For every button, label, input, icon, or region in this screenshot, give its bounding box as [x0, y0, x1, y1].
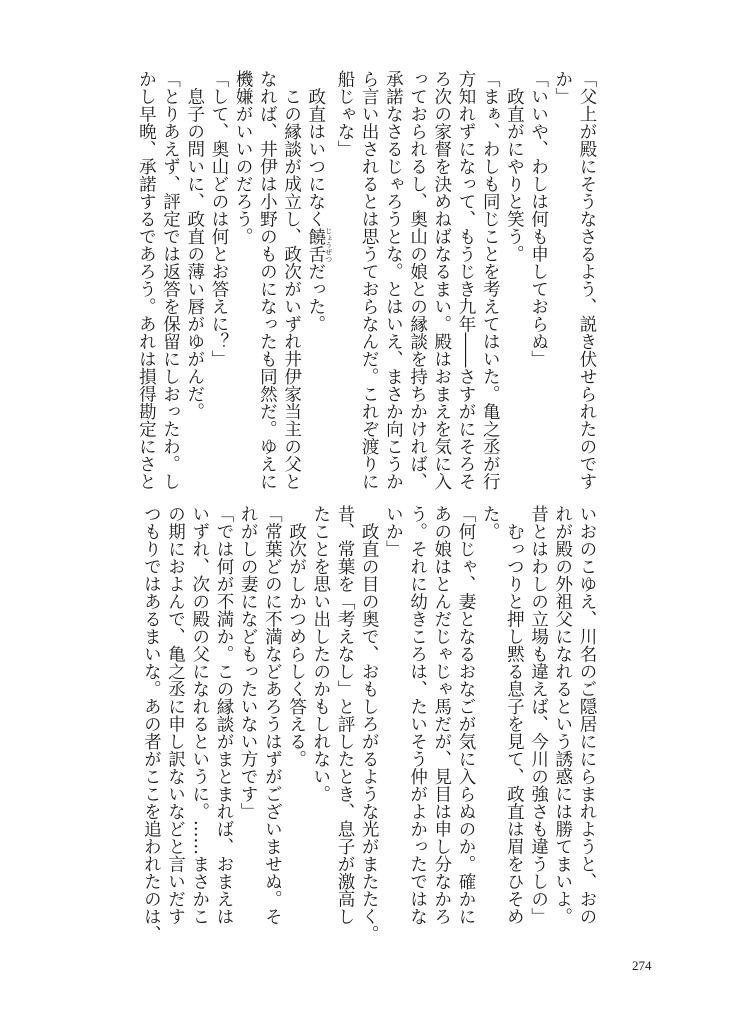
text-line: つもりではあるまいな。あの者がここを追われたのは、 — [141, 505, 162, 943]
text-line: ら言い出されるとは思うておらなんだ。これぞ渡りに — [359, 70, 380, 490]
text-line: れがしの妻になどもったいない方です」 — [238, 505, 259, 820]
text-line: いか」 — [383, 505, 404, 558]
text-line: 船じゃな」 — [334, 70, 355, 158]
text-line: れが殿の外祖父になれるという誘惑には勝てまいよ。 — [552, 505, 573, 925]
text-line: っておられるし、奥山の娘との縁談を持ちかければ、 — [407, 70, 428, 490]
text-line: あの娘はとんだじゃじゃ馬だが、見目は申し分なかろ — [431, 505, 452, 925]
text-line: 機嫌がいいのだろう。 — [233, 70, 254, 245]
text-line: 「父上が殿にそうなさるよう、説き伏せられたのです — [577, 70, 597, 490]
text-segment: 政直はいつになく — [305, 70, 326, 228]
text-line: この縁談が成立し、政次がいずれ井伊家当主の父と — [281, 70, 302, 490]
ruby-word — [305, 227, 333, 263]
text-line: 息子の問いに、政直の薄い唇がゆがんだ。 — [184, 70, 205, 420]
text-line: 「まぁ、わしも同じことを考えてはいた。亀之丞が行 — [480, 70, 501, 490]
text-block-top — [134, 70, 599, 490]
ruby-base: 饒舌 — [305, 227, 326, 263]
text-line: むっつりと押し黙る息子を見て、政直は眉をひそめ — [504, 505, 525, 925]
text-line: 昔、常葉を「考えなし」と評したとき、息子が激高し — [334, 505, 355, 925]
text-line: 政直がにやりと笑う。 — [504, 70, 525, 263]
text-line: 政次がしかつめらしく答える。 — [286, 505, 307, 768]
text-line: 承諾なさるじゃろうとな。とはいえ、まさか向こうか — [383, 70, 404, 490]
text-line: の期におよんで、亀之丞に申し訳ないなどと言いだす — [165, 505, 186, 925]
text-line: かし早晩、承諾するであろう。あれは損得勘定にさと — [136, 70, 157, 490]
text-line: 「常葉どのに不満などあろうはずがございませぬ。そ — [262, 505, 283, 925]
text-line: いおのこゆえ、川名のご隠居ににらまれようと、おの — [577, 505, 597, 925]
text-line: 政直の目の奥で、おもしろがるような光がまたたく。 — [359, 505, 380, 943]
ruby-reading: じょうぜつ — [324, 227, 333, 263]
text-line: 方知れずになって、もうじき九年――さすがにそろそ — [455, 70, 476, 490]
text-line: なれば、井伊は小野のものになったも同然だ。ゆえに — [257, 70, 278, 490]
text-segment: だった。 — [305, 262, 326, 333]
text-line: 「では何が不満か。この縁談がまとまれば、おまえは — [213, 505, 234, 925]
text-line: たことを思い出したのかもしれない。 — [310, 505, 331, 803]
text-line: 「いいや、わしは何も申しておらぬ」 — [528, 70, 549, 368]
text-line: た。 — [480, 505, 501, 540]
text-line-with-ruby — [304, 70, 333, 490]
text-line: か」 — [552, 70, 573, 105]
text-line: 「とりあえず、評定では返答を保留にしおったわ。し — [160, 70, 181, 490]
page-number: 274 — [632, 958, 652, 973]
text-line: 「して、奥山どのは何とお答えに？」 — [208, 70, 229, 368]
text-line: う。それに幼きころは、たいそう仲がよかったではな — [407, 505, 428, 925]
text-line: いずれ、次の殿の父になれるというに。……まさかこ — [189, 505, 210, 925]
text-line: 「何じゃ、妻となるおなごが気に入らぬのか。確かに — [455, 505, 476, 925]
text-line: 昔とはわしの立場も違えば、今川の強さも違うしの」 — [528, 505, 549, 925]
text-block-bottom — [139, 505, 599, 943]
text-line: ろ次の家督を決めねばなるまい。殿はおまえを気に入 — [431, 70, 452, 490]
